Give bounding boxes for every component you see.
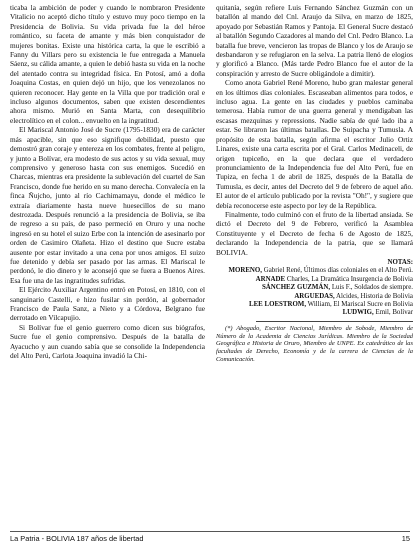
note-entry	[216, 301, 413, 309]
note-text: Emil, Bolívar	[373, 309, 413, 317]
footnote-divider	[256, 321, 413, 322]
footer-publication: La Patria - BOLIVIA 187 años de libertad	[10, 534, 144, 543]
right-column	[216, 3, 413, 364]
left-column	[10, 3, 205, 360]
paragraph: Finalmente, todo culminó con el fruto de la libertad ansiada. Se dictó el Decreto del 9 de Febrero, verificó la Asamblea Constituyente y el Decreto de fecha 6 de Agosto de 1825, declarando la Independencia de la patria, que se llamará BOLIVIA.	[216, 209, 413, 257]
notes-section	[216, 259, 413, 318]
note-author: MORENO,	[228, 267, 262, 275]
paragraph: ticaba la ambición de poder y cuando le nombraron Presidente Vitalicio no aceptó dicho título y estuvo muy poco tiempo en la Presidencia de Bolivia. Su vida privada fue la del héroe romántico, su faceta de amante y más bien conquistador de mujeres bonitas. Existe una histórica carta, la que le escribió a Fanny du Villars pero su existencia le fue entregada a Manuela Sáenz, su cálida amante, a quien le debió hasta su vida en la noche del atentado contra su integridad física. En Potosí, amó a doña Joaquina Costas, en quien dejó un hijo, que los venezolanos no quieren reconocer. Hay gente en la Villa que por tradición oral e incluso algunos documentos, saben que existen descendientes ahora mismo. Murió en Santa Marta, con desequilibrio electrolítico en el colon... envuelto en la ingratitud.	[10, 3, 205, 125]
note-entry	[216, 293, 413, 301]
note-text: Charles, La Dramática Insurgencia de Bolivia	[285, 275, 413, 283]
note-author: ARNADE	[255, 275, 286, 283]
note-text: Gabriel René, Últimos días coloniales en el Alto Perú.	[262, 267, 413, 275]
note-author: LUDWIG,	[342, 309, 374, 317]
page-number: 15	[401, 534, 410, 543]
note-entry	[216, 309, 413, 317]
paragraph: El Mariscal Antonio José de Sucre (1795-1830) era de carácter más apacible, sin que eso signifique debilidad, puesto que demostró gran coraje y entereza en los combates, frente al peligro, y junto a Bolívar, era modesto de sus actos y su vida sexual, muy comprensivo y generoso hasta con sus enemigos. Sucedió en Charcas, mientras era presidente la sublevación del cuartel de San Francisco, donde fue herido en su mano derecha. Convalecía en la finca Ñujcho, junto al río Cachimamayu, donde el médico le extraía diariamente hasta nueve huesecillos de su mano destrozada. Después renunció a la presidencia de Bolivia, se iba de regreso a su país, de paso permeció en Oruro y una noche ingresó en su hotel el suizo Erbe con la intención de asesinarlo por orden de Casimiro Olañeta. Hizo el destino que Sucre estaba ausente por estar invitado a una cena por unos amigos. El suizo fue detenido y debía ser pasado por las armas. El Mariscal le perdonó, le dio dinero y le aconsejó que se fuera a Buenos Aires. Esa fue una de las ingratitudes sufridas.	[10, 125, 205, 285]
paragraph: quitanía, según refiere Luis Fernando Sánchez Guzmán con un batallón al mando del Cnl. Araujo da Silva, en marzo de 1825, apoyado por Sebastián Ramos y Pantoja. El General Sucre destacó al batallón Segundo Cazadores al mando del Cnl. Pedro Blanco. La batalla fue breve, vencieron las tropas de Blanco y los de Araujo se desbandaron y se refugiaron en la selva. La patria llenó de elogios y glorificó a Blanco. (Más tarde Pedro Blanco fue el autor de la conspiración y arresto de Sucre obligándole a dimitir).	[216, 3, 413, 78]
paragraph: Si Bolívar fue el genio guerrero como dicen sus biógrafos, Sucre fue el genio comprensivo. Después de la batalla de Ayacucho y aun cuando sabía que se consolide la Independencia del Alto Perú, Carlota Joaquina invadió la Chi-	[10, 322, 205, 361]
note-text: Luis F., Soldados de siempre.	[330, 284, 413, 292]
note-entry	[216, 276, 413, 284]
page-footer	[10, 531, 410, 546]
note-author: SÁNCHEZ GUZMÁN,	[261, 284, 331, 292]
note-text: William, El Mariscal Sucre en Bolivia	[306, 301, 413, 308]
paragraph: Como anota Gabriel René Moreno, hubo gran malestar general en los últimos días coloniales. Escaseaban alimentos para todos, e incluso agua. La gente en las ciudades y pueblos caminaba temerosa. Había rumor de una guerra general y mendigaban las escasas mezquinas y repressions. Nadie sabía de qué lado iba a estar. Se libraron las últimas batallas. De Suipacha y Tumusla. A propósito de esta batalla, según afirma el escritor Julio Ortiz Linares, existe una carta escrita por el Gral. Carlos Medinaceli, de origen tupiceño, en la que declara que el verdadero pronunciamiento de la Independencia fue del Alto Perú, fue en Tupiza, en fecha 1 de abril de 1825, después de la Batalla de Tumusla, es decir, antes del Decreto del 9 de febrero de aquel año. El autor de el artículo publicado por la revista "Oh!", y sugiere que debía reconocerse este aspecto por ley de la República.	[216, 78, 413, 210]
author-footnote: (*) Abogado, Escritor Nacional, Miembro de Sobode, Miembro de Número de la Academia de Ciencias Jurídicas. Miembro de la Sociedad Geográfica e Historia de Oruro, Miembro de UNPE. Ex catedrático de las facultades de Derecho, Economía y de la carrera de Ciencias de la Comunicación.	[216, 324, 413, 363]
note-author: ARGUEDAS,	[294, 292, 335, 300]
note-text: Alcides, Historia de Bolivia	[334, 292, 413, 300]
paragraph: El Ejército Auxiliar Argentino entró en Potosí, en 1810, con el sanguinario Castelli, e hizo fusilar sin perdón, al gobernador Francisco de Paula Sanz, a Nieto y a Córdova, Belgrano fue derrotado en Vilcapujio.	[10, 285, 205, 323]
note-author: LEE LOESTROM,	[248, 301, 307, 308]
note-entry	[216, 284, 413, 292]
notes-title: NOTAS:	[387, 258, 413, 266]
note-entry	[216, 267, 413, 275]
